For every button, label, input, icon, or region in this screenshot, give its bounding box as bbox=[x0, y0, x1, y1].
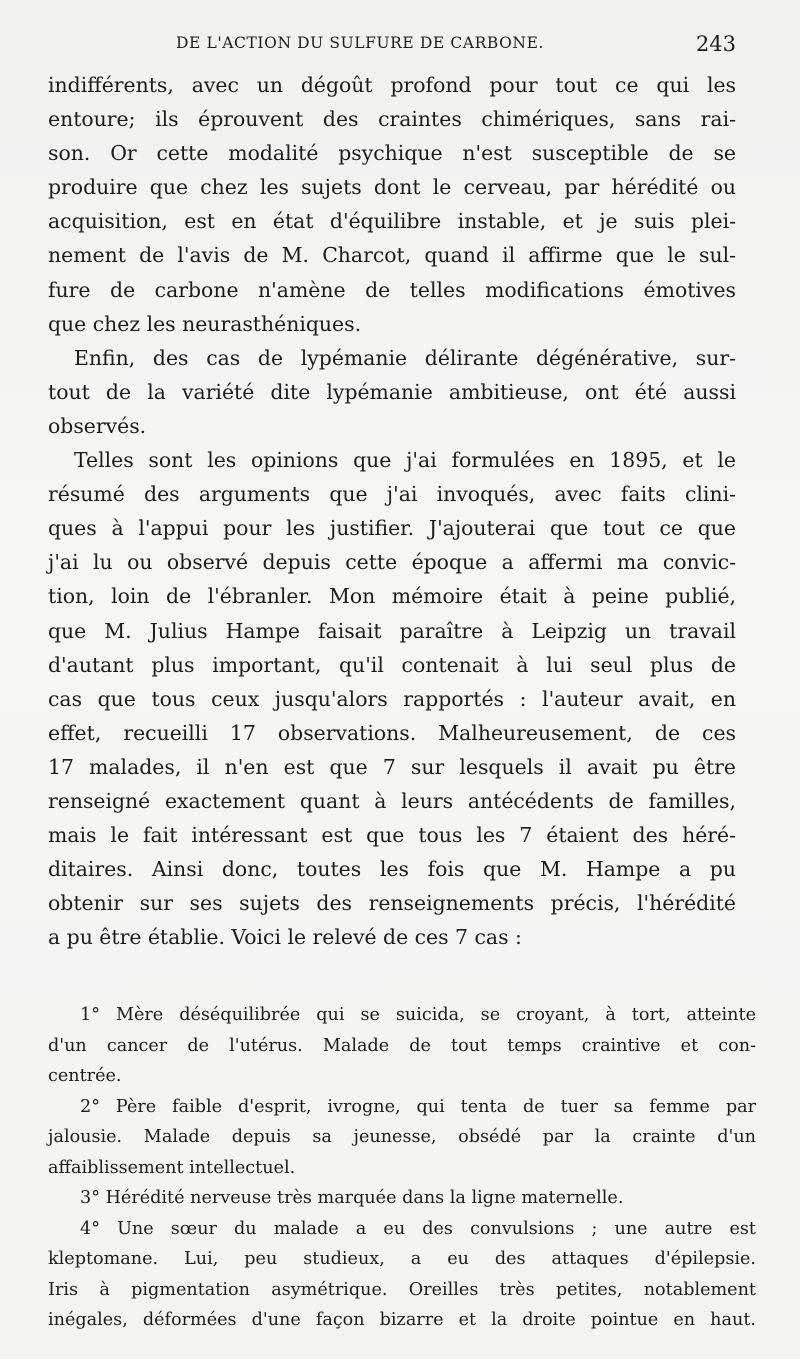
case-line: centrée. bbox=[48, 1066, 122, 1086]
text-line: effet, recueilli 17 observations. Malheureusement, de ces bbox=[48, 720, 736, 745]
page-number: 243 bbox=[695, 32, 736, 56]
case-line: 3° Hérédité nerveuse très marquée dans la ligne maternelle. bbox=[80, 1188, 624, 1208]
case-line: affaiblissement intellectuel. bbox=[48, 1157, 296, 1178]
text-line: Telles sont les opinions que j'ai formulées en 1895, et le bbox=[74, 448, 736, 473]
text-line: a pu être établie. Voici le relevé de ces 7 cas : bbox=[48, 925, 522, 950]
text-line: tion, loin de l'ébranler. Mon mémoire était à peine publié, bbox=[48, 584, 736, 609]
text-line: d'autant plus important, qu'il contenait à lui seul plus de bbox=[48, 652, 736, 677]
case-line: 4° Une sœur du malade a eu des convulsions ; une autre est bbox=[80, 1218, 756, 1239]
case-line: d'un cancer de l'utérus. Malade de tout temps craintive et con- bbox=[48, 1035, 756, 1056]
text-line: son. Or cette modalité psychique n'est susceptible de se bbox=[48, 141, 736, 166]
case-line: Iris à pigmentation asymétrique. Oreilles très petites, notablement bbox=[48, 1279, 756, 1300]
case-line: kleptomane. Lui, peu studieux, a eu des attaques d'épilepsie. bbox=[48, 1249, 756, 1269]
text-line: entoure; ils éprouvent des craintes chimériques, sans rai- bbox=[48, 107, 736, 132]
running-head: DE L'ACTION DU SULFURE DE CARBONE. bbox=[176, 34, 545, 52]
text-line: ditaires. Ainsi donc, toutes les fois que M. Hampe a pu bbox=[48, 857, 736, 882]
case-line: 2° Père faible d'esprit, ivrogne, qui tenta de tuer sa femme par bbox=[80, 1096, 756, 1117]
text-line: Enfin, des cas de lypémanie délirante dégénérative, sur- bbox=[74, 345, 736, 370]
text-line: renseigné exactement quant à leurs antécédents de familles, bbox=[48, 788, 736, 813]
text-line: j'ai lu ou observé depuis cette époque a affermi ma convic- bbox=[48, 550, 736, 575]
case-line: jalousie. Malade depuis sa jeunesse, obsédé par la crainte d'un bbox=[48, 1127, 756, 1147]
text-line: nement de l'avis de M. Charcot, quand il affirme que le sul- bbox=[48, 243, 736, 268]
text-line: 17 malades, il n'en est que 7 sur lesquels il avait pu être bbox=[48, 754, 736, 779]
text-line: fure de carbone n'amène de telles modifications émotives bbox=[48, 277, 736, 302]
case-list bbox=[48, 1000, 756, 1336]
text-line: acquisition, est en état d'équilibre instable, et je suis plei- bbox=[48, 209, 736, 234]
text-line: résumé des arguments que j'ai invoqués, avec faits clini- bbox=[48, 482, 736, 507]
text-line: observés. bbox=[48, 413, 147, 438]
text-line: cas que tous ceux jusqu'alors rapportés : l'auteur avait, en bbox=[48, 686, 736, 711]
text-line: mais le fait intéressant est que tous les 7 étaient des héré- bbox=[48, 823, 736, 848]
case-line: 1° Mère déséquilibrée qui se suicida, se croyant, à tort, atteinte bbox=[80, 1005, 756, 1025]
text-line: que M. Julius Hampe faisait paraître à Leipzig un travail bbox=[48, 618, 736, 643]
text-line: produire que chez les sujets dont le cerveau, par hérédité ou bbox=[48, 175, 736, 200]
case-line: inégales, déformées d'une façon bizarre et la droite pointue en haut. bbox=[48, 1310, 756, 1330]
text-line: ques à l'appui pour les justifier. J'ajouterai que tout ce que bbox=[48, 516, 736, 541]
page-header bbox=[48, 34, 736, 62]
main-text bbox=[48, 68, 736, 954]
text-line: que chez les neurasthéniques. bbox=[48, 311, 362, 336]
text-line: tout de la variété dite lypémanie ambitieuse, ont été aussi bbox=[48, 379, 736, 404]
text-line: indifférents, avec un dégoût profond pour tout ce qui les bbox=[48, 73, 736, 97]
text-line: obtenir sur ses sujets des renseignements précis, l'hérédité bbox=[48, 891, 736, 916]
